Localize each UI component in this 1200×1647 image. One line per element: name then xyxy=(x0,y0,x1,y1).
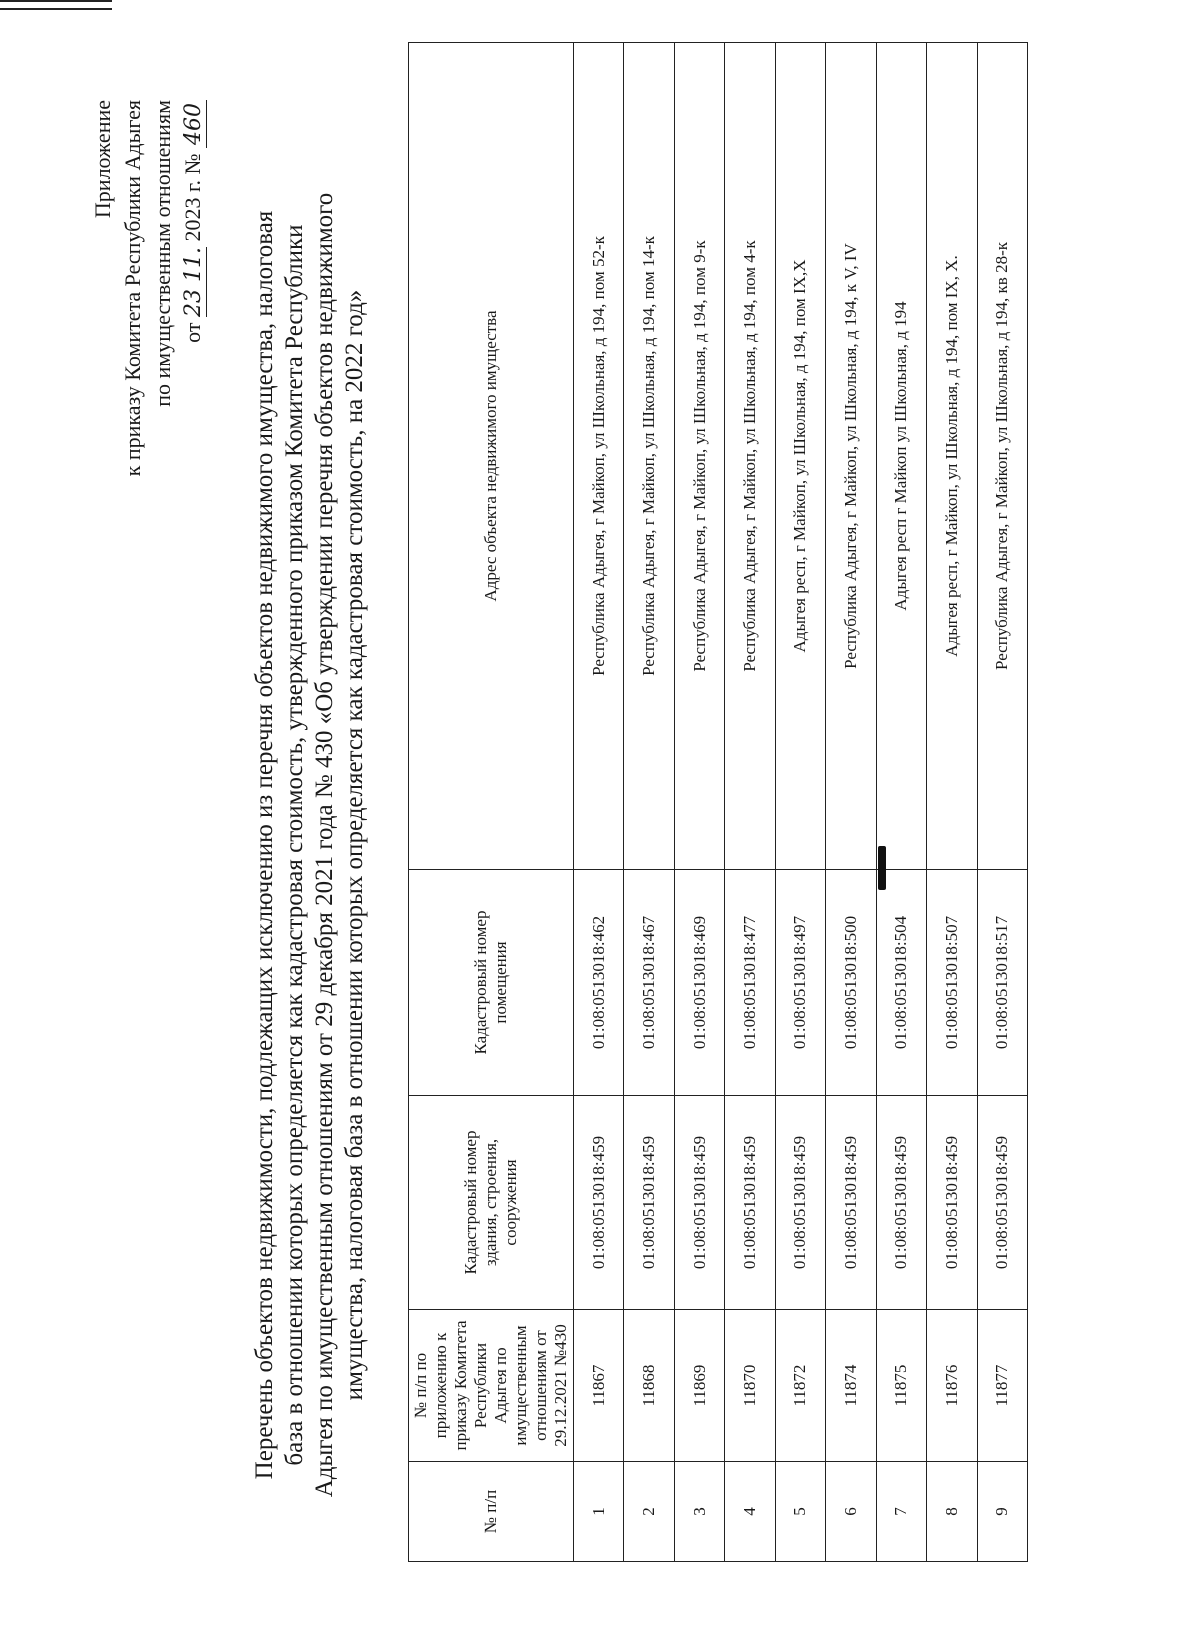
cell-index: 1 xyxy=(574,1462,624,1562)
cell-address: Республика Адыгея, г Майкоп, ул Школьная, д 194, пом 4-к xyxy=(725,43,775,870)
cell-building-cadastral: 01:08:0513018:459 xyxy=(674,1096,724,1310)
cell-premises-cadastral: 01:08:0513018:462 xyxy=(574,870,624,1096)
cell-address: Адыгея респ, г Майкоп, ул Школьная, д 194, пом IX,X xyxy=(775,43,825,870)
cell-index: 4 xyxy=(725,1462,775,1562)
table-row xyxy=(725,43,775,1562)
table-row xyxy=(574,43,624,1562)
approval-block xyxy=(88,100,228,620)
cell-address: Республика Адыгея, г Майкоп, ул Школьная, д 194, к V, IV xyxy=(826,43,876,870)
cell-index: 7 xyxy=(876,1462,926,1562)
cell-index: 9 xyxy=(977,1462,1028,1562)
cell-appendix-number: 11870 xyxy=(725,1310,775,1462)
cell-building-cadastral: 01:08:0513018:459 xyxy=(624,1096,674,1310)
approval-line-1: Приложение xyxy=(90,100,115,219)
cell-index: 8 xyxy=(927,1462,977,1562)
cell-appendix-number: 11868 xyxy=(624,1310,674,1462)
cell-address: Республика Адыгея, г Майкоп, ул Школьная, д 194, пом 52-к xyxy=(574,43,624,870)
cell-building-cadastral: 01:08:0513018:459 xyxy=(725,1096,775,1310)
cell-premises-cadastral: 01:08:0513018:467 xyxy=(624,870,674,1096)
cell-address: Республика Адыгея, г Майкоп, ул Школьная, д 194, кв 28-к xyxy=(977,43,1028,870)
table-row xyxy=(826,43,876,1562)
table-row xyxy=(674,43,724,1562)
approval-line-3: по имущественным отношениям xyxy=(150,100,175,407)
cell-building-cadastral: 01:08:0513018:459 xyxy=(574,1096,624,1310)
document-title: Перечень объектов недвижимости, подлежащих исключению из перечня объектов недвижимого имущества, налоговая база в отношении которых определяется как кадастровая стоимость, утвержденного приказом Комитета Республики Адыгея по имущественным отношениям от 29 декабря 2021 года № 430 «Об утверждении перечня объектов недвижимого имущества, налоговая база в отношении которых определяется как кадастровая стоимость, на 2022 год» xyxy=(251,192,368,1498)
cell-premises-cadastral: 01:08:0513018:477 xyxy=(725,870,775,1096)
header-building-cadastral: Кадастровый номер здания, строения, сооружения xyxy=(409,1096,574,1310)
cell-address: Адыгея респ г Майкоп ул Школьная, д 194 xyxy=(876,43,926,870)
table-row xyxy=(927,43,977,1562)
cell-index: 3 xyxy=(674,1462,724,1562)
cell-premises-cadastral: 01:08:0513018:517 xyxy=(977,870,1028,1096)
cell-appendix-number: 11877 xyxy=(977,1310,1028,1462)
cell-index: 6 xyxy=(826,1462,876,1562)
cell-building-cadastral: 01:08:0513018:459 xyxy=(876,1096,926,1310)
cell-premises-cadastral: 01:08:0513018:504 xyxy=(876,870,926,1096)
cell-address: Адыгея респ, г Майкоп, ул Школьная, д 194, пом IX, X. xyxy=(927,43,977,870)
cell-premises-cadastral: 01:08:0513018:469 xyxy=(674,870,724,1096)
date-prefix: от xyxy=(180,322,205,343)
cell-premises-cadastral: 01:08:0513018:497 xyxy=(775,870,825,1096)
table-row xyxy=(876,43,926,1562)
cell-premises-cadastral: 01:08:0513018:500 xyxy=(826,870,876,1096)
cell-building-cadastral: 01:08:0513018:459 xyxy=(826,1096,876,1310)
approval-line-2: к приказу Комитета Республики Адыгея xyxy=(120,100,145,477)
table-row xyxy=(977,43,1028,1562)
cell-appendix-number: 11874 xyxy=(826,1310,876,1462)
scan-artifact xyxy=(878,846,886,890)
approval-date-line xyxy=(178,100,208,620)
cell-appendix-number: 11869 xyxy=(674,1310,724,1462)
cell-address: Республика Адыгея, г Майкоп, ул Школьная, д 194, пом 9-к xyxy=(674,43,724,870)
cell-premises-cadastral: 01:08:0513018:507 xyxy=(927,870,977,1096)
cell-building-cadastral: 01:08:0513018:459 xyxy=(977,1096,1028,1310)
header-premises-cadastral: Кадастровый номер помещения xyxy=(409,870,574,1096)
property-table xyxy=(408,42,1028,1562)
cell-index: 5 xyxy=(775,1462,825,1562)
cell-building-cadastral: 01:08:0513018:459 xyxy=(775,1096,825,1310)
handwritten-number: 460 xyxy=(182,100,207,148)
scan-edge-mark xyxy=(0,0,112,10)
header-appendix-number: № п/п по приложению к приказу Комитета Республики Адыгея по имущественным отношениям от 29.12.2021 №430 xyxy=(409,1310,574,1462)
table-header-row xyxy=(409,43,574,1562)
header-address: Адрес объекта недвижимого имущества xyxy=(409,43,574,870)
cell-appendix-number: 11875 xyxy=(876,1310,926,1462)
cell-appendix-number: 11872 xyxy=(775,1310,825,1462)
handwritten-date: 23 11. xyxy=(181,247,206,318)
table-row xyxy=(624,43,674,1562)
cell-building-cadastral: 01:08:0513018:459 xyxy=(927,1096,977,1310)
cell-appendix-number: 11867 xyxy=(574,1310,624,1462)
header-index: № п/п xyxy=(409,1462,574,1562)
date-year: 2023 г. № xyxy=(180,153,205,242)
cell-address: Республика Адыгея, г Майкоп, ул Школьная, д 194, пом 14-к xyxy=(624,43,674,870)
table-row xyxy=(775,43,825,1562)
cell-index: 2 xyxy=(624,1462,674,1562)
cell-appendix-number: 11876 xyxy=(927,1310,977,1462)
